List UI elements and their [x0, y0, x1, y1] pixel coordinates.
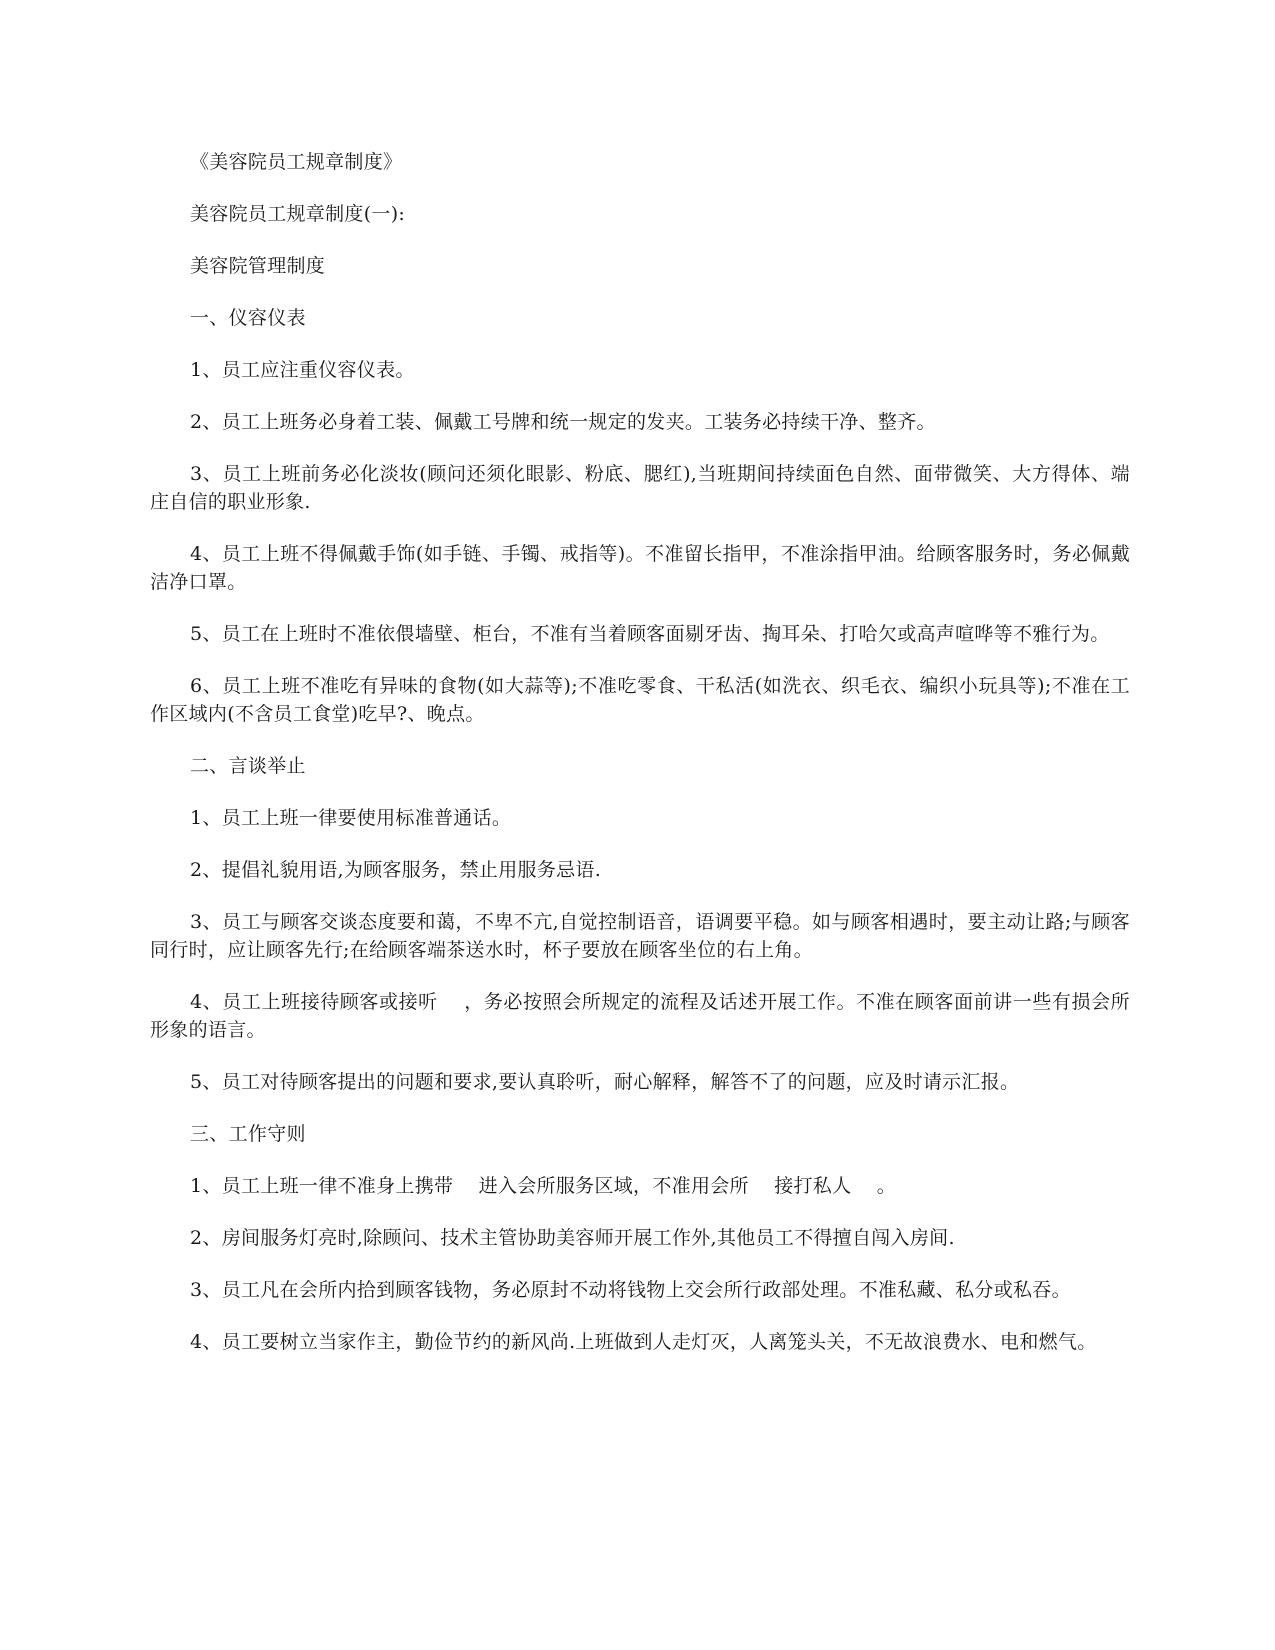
section-heading: 美容院员工规章制度(一):: [190, 203, 406, 225]
section-heading: 美容院管理制度: [190, 255, 326, 277]
section-heading: 一、仪容仪表: [190, 307, 306, 329]
document-title: 《美容院员工规章制度》: [190, 151, 403, 173]
section-heading: 三、工作守则: [190, 1123, 306, 1145]
section-heading: 二、言谈举止: [190, 755, 306, 777]
paragraph: 6、员工上班不准吃有异味的食物(如大蒜等);不准吃零食、干私活(如洗衣、织毛衣、编织小玩具等);不准在工作区域内(不含员工食堂)吃早?、晚点。: [150, 675, 1130, 725]
paragraph: 3、员工上班前务必化淡妆(顾问还须化眼影、粉底、腮红),当班期间持续面色自然、面带微笑、大方得体、端庄自信的职业形象.: [150, 463, 1130, 513]
paragraph: 3、员工与顾客交谈态度要和蔼，不卑不亢,自觉控制语音，语调要平稳。如与顾客相遇时，要主动让路;与顾客同行时，应让顾客先行;在给顾客端茶送水时，杯子要放在顾客坐位的右上角。: [150, 911, 1130, 961]
paragraph: 4、员工上班不得佩戴手饰(如手链、手镯、戒指等)。不准留长指甲，不准涂指甲油。给顾客服务时，务必佩戴洁净口罩。: [150, 543, 1130, 593]
paragraph: 2、房间服务灯亮时,除顾问、技术主管协助美容师开展工作外,其他员工不得擅自闯入房间.: [190, 1227, 955, 1249]
document-page: [150, 148, 1130, 1380]
paragraph: 1、员工上班一律要使用标准普通话。: [190, 807, 512, 829]
paragraph: 1、员工应注重仪容仪表。: [190, 359, 415, 381]
paragraph: 4、员工上班接待顾客或接听 ，务必按照会所规定的流程及话述开展工作。不准在顾客面前讲一些有损会所形象的语言。: [150, 991, 1130, 1041]
paragraph: 4、员工要树立当家作主，勤俭节约的新风尚.上班做到人走灯灭，人离笼头关，不无故浪费水、电和燃气。: [190, 1331, 1097, 1353]
paragraph: 5、员工在上班时不准依偎墙壁、柜台，不准有当着顾客面剔牙齿、掏耳朵、打哈欠或高声喧哗等不雅行为。: [190, 623, 1110, 645]
paragraph: 1、员工上班一律不准身上携带 进入会所服务区域，不准用会所 接打私人 。: [190, 1175, 897, 1197]
paragraph: 3、员工凡在会所内拾到顾客钱物，务必原封不动将钱物上交会所行政部处理。不准私藏、私分或私吞。: [190, 1279, 1071, 1301]
paragraph: 5、员工对待顾客提出的问题和要求,要认真聆听，耐心解释，解答不了的问题，应及时请示汇报。: [190, 1071, 1020, 1093]
paragraph: 2、提倡礼貌用语,为顾客服务，禁止用服务忌语.: [190, 859, 602, 881]
paragraph: 2、员工上班务必身着工装、佩戴工号牌和统一规定的发夹。工装务必持续干净、整齐。: [190, 411, 936, 433]
